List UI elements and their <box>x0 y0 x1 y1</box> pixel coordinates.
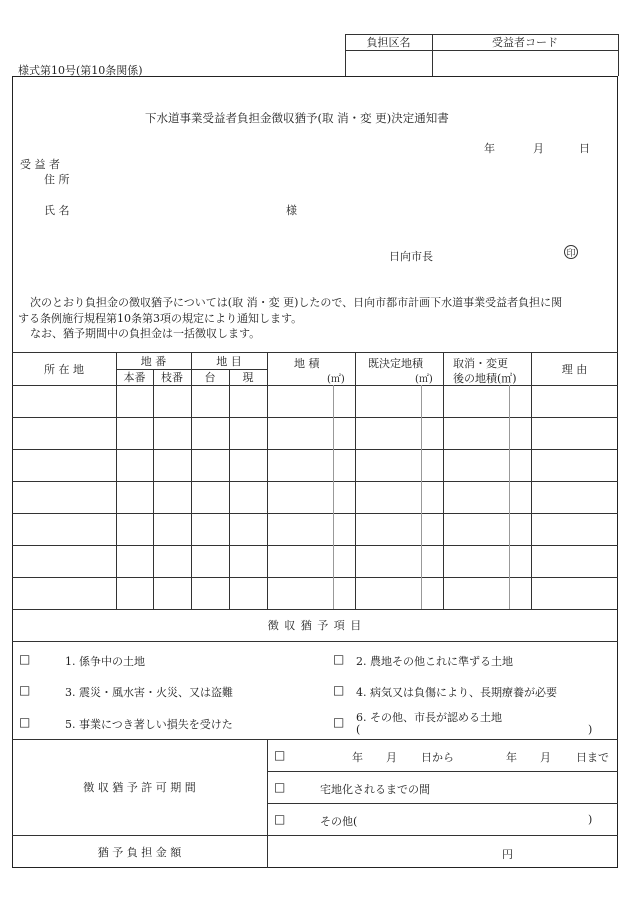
checkbox-item-3[interactable]: □ <box>19 683 31 697</box>
date-month: 月 <box>533 142 544 155</box>
body-line-1: 次のとおり負担金の徴収猶予については(取 消・変 更)したので、日向市都市計画下水道事業受益者負担に関 <box>30 296 563 309</box>
body-line-2: する条例施行規程第10条第3項の規定により通知します。 <box>18 312 303 325</box>
deferral-item-2: 2. 農地その他これに準ずる土地 <box>356 655 513 668</box>
deferral-item-5: 5. 事業につき著しい損失を受けた <box>65 718 233 731</box>
date-day: 日 <box>579 142 590 155</box>
col-gen: 現 <box>242 371 254 384</box>
checkbox-item-4[interactable]: □ <box>333 683 345 697</box>
address-label: 住 所 <box>44 173 70 186</box>
col-chiban: 地 番 <box>140 354 167 368</box>
body-line-3: なお、猶予期間中の負担金は一括徴収します。 <box>30 327 261 340</box>
col-edaban: 枝番 <box>161 371 183 384</box>
col-area: 地 積 <box>294 357 320 370</box>
col-location: 所 在 地 <box>44 362 84 376</box>
col-chimoku: 地 目 <box>216 354 242 368</box>
period-month-1: 月 <box>386 751 397 764</box>
checkbox-period-dates[interactable]: □ <box>274 748 286 762</box>
col-dai: 台 <box>204 371 216 384</box>
col-honban: 本番 <box>123 371 146 384</box>
col-area-unit: (㎡) <box>327 374 345 385</box>
beneficiary-code-field[interactable] <box>433 51 618 76</box>
deferral-item-1: 1. 係争中の土地 <box>65 655 145 668</box>
name-label: 氏 名 <box>44 204 70 217</box>
deferral-heading: 徴 収 猶 予 項 目 <box>267 619 363 632</box>
period-other: その他( <box>320 815 358 828</box>
deferral-item-6: 6. その他、市長が認める土地 <box>356 711 502 724</box>
deferral-item-3: 3. 震災・風水害・火災、又は盗難 <box>65 686 233 699</box>
period-until: 日まで <box>576 751 609 764</box>
area-code-header: 負担区名 <box>366 36 411 49</box>
col-changed-area: 取消・変更 <box>453 357 508 370</box>
checkbox-item-5[interactable]: □ <box>19 715 31 729</box>
period-label: 徴 収 猶 予 許 可 期 間 <box>83 781 196 794</box>
date-year: 年 <box>484 142 495 155</box>
amount-unit: 円 <box>502 848 513 861</box>
honorific: 様 <box>286 204 297 217</box>
mayor-title: 日向市長 <box>389 250 433 263</box>
col-changed-area-unit: 後の地積(㎡) <box>453 372 517 385</box>
deferral-item-4: 4. 病気又は負傷により、長期療養が必要 <box>356 686 557 699</box>
period-year-2: 年 <box>506 751 517 764</box>
col-decided-unit: (㎡) <box>415 374 433 385</box>
item-6-paren-close: ) <box>588 723 593 736</box>
checkbox-item-1[interactable]: □ <box>19 652 31 666</box>
checkbox-item-2[interactable]: □ <box>333 652 345 666</box>
period-residential: 宅地化されるまでの間 <box>320 783 430 796</box>
area-code-field[interactable] <box>346 51 432 76</box>
document-title: 下水道事業受益者負担金徴収猶予(取 消・変 更)決定通知書 <box>145 111 449 125</box>
item-6-paren-open: ( <box>356 723 361 736</box>
beneficiary-code-header: 受益者コード <box>492 36 558 49</box>
amount-label: 猶 予 負 担 金 額 <box>97 846 182 859</box>
period-month-2: 月 <box>540 751 551 764</box>
checkbox-item-6[interactable]: □ <box>333 715 345 729</box>
seal-mark: 印 <box>564 245 578 259</box>
col-reason: 理 由 <box>561 362 588 376</box>
col-decided-area: 既決定地積 <box>368 357 423 370</box>
recipient-label: 受 益 者 <box>20 158 60 171</box>
period-other-close: ) <box>588 813 593 826</box>
checkbox-period-other[interactable]: □ <box>274 812 286 826</box>
checkbox-period-residential[interactable]: □ <box>274 780 286 794</box>
period-from: 日から <box>421 751 454 764</box>
period-year-1: 年 <box>352 751 363 764</box>
form-number: 様式第10号(第10条関係) <box>18 64 143 77</box>
